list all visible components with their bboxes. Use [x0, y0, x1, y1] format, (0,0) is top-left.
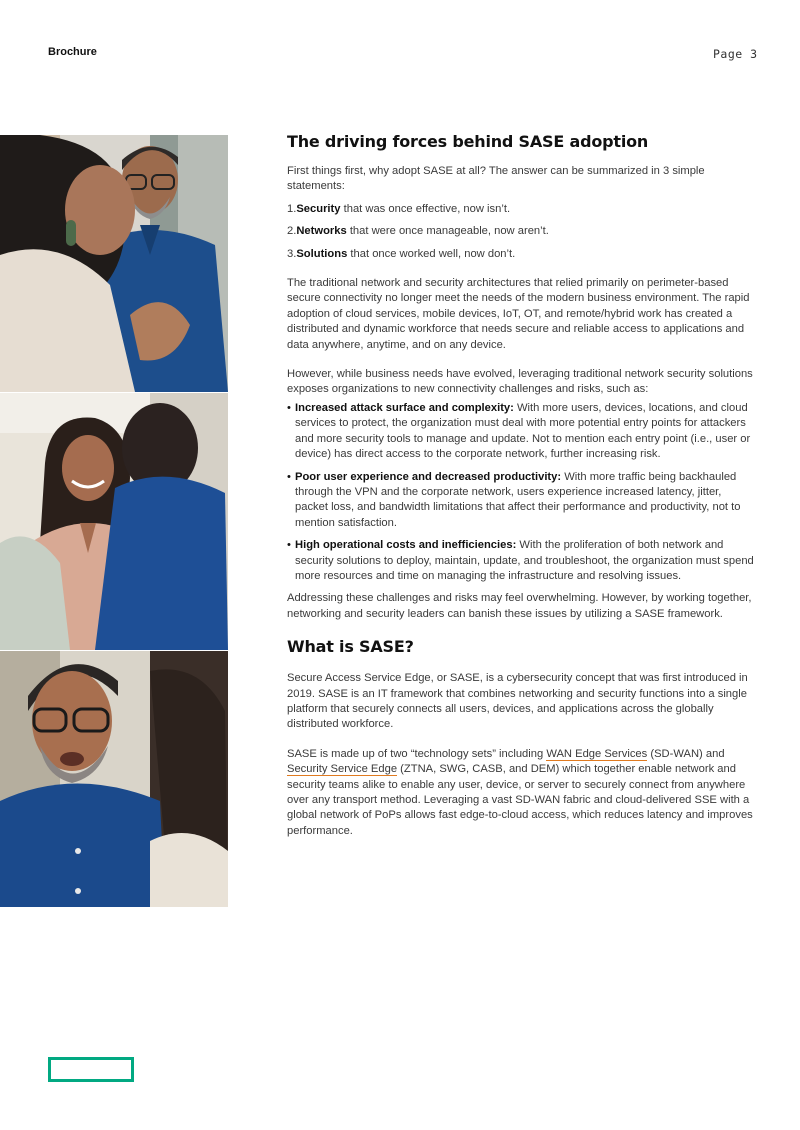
list-item: • Poor user experience and decreased productivity: With more traffic being backhauled through the VPN and the corporate network, users experience increased latency, jitter, packet loss, and bandwidth limitations that affect their performance and productivity, not to mention satisfaction.	[287, 470, 755, 532]
wan-edge-services-link[interactable]: WAN Edge Services	[546, 747, 648, 760]
photo-man-with-glasses	[0, 651, 228, 907]
list-item: • High operational costs and inefficiencies: With the proliferation of both network and security solutions to deploy, maintain, update, and troubleshoot, the organization must spend more resources and time on managing the infrastructure and resolving issues.	[287, 538, 755, 584]
body-paragraph: However, while business needs have evolved, leveraging traditional network security solutions exposes organizations to new connectivity challenges and risks, such as:	[287, 368, 753, 396]
page-number: Page 3	[713, 47, 758, 61]
list-item: • Increased attack surface and complexity: With more users, devices, locations, and cloud services to protect, the organization must deal with more potential entry points for attackers and more security tools to manage and update. Not to mention each entry point (i.e., user or device) has direct access to the corporate network, further increasing risk.	[287, 401, 755, 463]
statement-item: 2.Networks that were once manageable, now aren’t.	[287, 225, 549, 238]
photo-colleagues-talking	[0, 135, 228, 392]
challenges-list	[287, 401, 755, 584]
statement-item: 1.Security that was once effective, now isn’t.	[287, 202, 511, 215]
body-paragraph: SASE is made up of two “technology sets” including WAN Edge Services (SD-WAN) and Security Service Edge (ZTNA, SWG, CASB, and DEM) which together enable network and security teams alike to enable any user, device, or server to securely connect from anywhere over any transport method. Leveraging a vast SD-WAN fabric and cloud-delivered SSE with a global network of PoPs allows fast edge-to-cloud access, which reduces latency and improves performance.	[287, 747, 753, 837]
main-content	[287, 131, 755, 839]
photo-meeting-smile	[0, 393, 228, 650]
section-title-what-is-sase: What is SASE?	[287, 637, 414, 657]
intro-paragraph: First things first, why adopt SASE at all? The answer can be summarized in 3 simple statements:	[287, 165, 705, 193]
security-service-edge-link[interactable]: Security Service Edge	[287, 763, 398, 776]
body-paragraph: The traditional network and security architectures that relied primarily on perimeter-based secure connectivity no longer meet the needs of the modern business environment. The rapid adoption of cloud services, mobile devices, IoT, OT, and remote/hybrid work has created a distributed and dynamic workforce that needs secure and reliable access to applications and data anywhere, anytime, and on any device.	[287, 277, 750, 351]
body-paragraph: Secure Access Service Edge, or SASE, is a cybersecurity concept that was first introduced in 2019. SASE is an IT framework that combines networking and security functions into a single platform that securely connects all users, devices, and applications across the globally distributed workforce.	[287, 672, 748, 731]
brand-logo	[48, 1057, 134, 1082]
statement-item: 3.Solutions that once worked well, now don’t.	[287, 247, 516, 260]
closing-paragraph: Addressing these challenges and risks may feel overwhelming. However, by working together, networking and security leaders can banish these issues by utilizing a SASE framework.	[287, 592, 752, 620]
brochure-label: Brochure	[48, 46, 97, 58]
section-title-driving-forces: The driving forces behind SASE adoption	[287, 132, 649, 151]
